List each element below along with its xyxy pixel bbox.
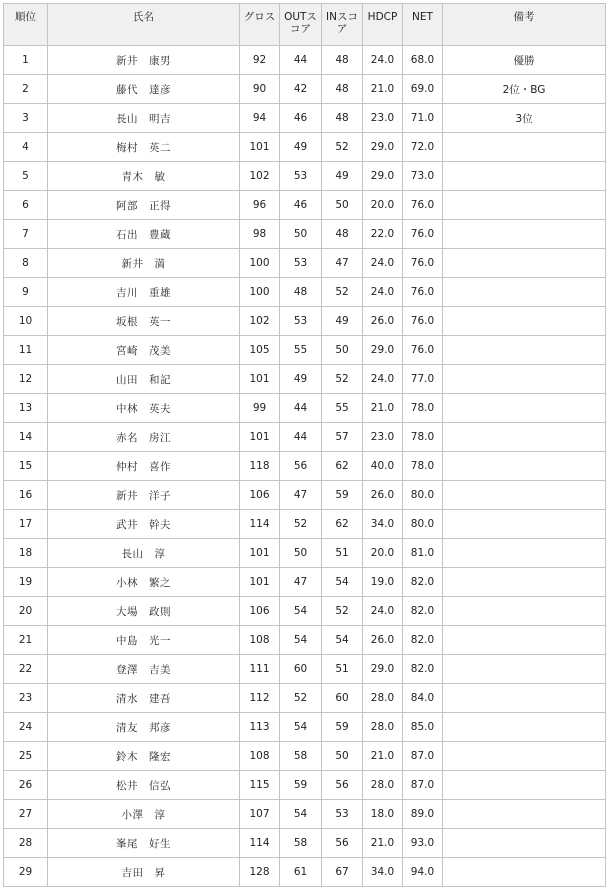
note-cell <box>443 713 606 742</box>
gross-cell: 100 <box>240 249 280 278</box>
player-name-cell: 長山 淳 <box>48 539 240 568</box>
net-cell: 78.0 <box>403 452 443 481</box>
note-cell <box>443 655 606 684</box>
in-score-cell: 48 <box>322 220 363 249</box>
net-cell: 68.0 <box>403 46 443 75</box>
out-score-cell: 53 <box>280 249 322 278</box>
out-score-cell: 42 <box>280 75 322 104</box>
hdcp-cell: 34.0 <box>363 510 403 539</box>
net-cell: 80.0 <box>403 510 443 539</box>
net-cell: 72.0 <box>403 133 443 162</box>
table-header <box>4 4 606 46</box>
note-cell <box>443 336 606 365</box>
net-cell: 85.0 <box>403 713 443 742</box>
gross-cell: 99 <box>240 394 280 423</box>
net-cell: 76.0 <box>403 307 443 336</box>
out-score-cell: 44 <box>280 46 322 75</box>
player-name-cell: 石出 豊蔵 <box>48 220 240 249</box>
in-score-cell: 50 <box>322 336 363 365</box>
note-cell <box>443 278 606 307</box>
net-header: NET <box>403 4 443 46</box>
table-row <box>4 133 606 162</box>
table-row <box>4 568 606 597</box>
note-cell <box>443 510 606 539</box>
rank-cell: 19 <box>4 568 48 597</box>
note-cell <box>443 800 606 829</box>
hdcp-cell: 24.0 <box>363 278 403 307</box>
out-score-cell: 47 <box>280 481 322 510</box>
hdcp-cell: 28.0 <box>363 771 403 800</box>
player-name-cell: 峯尾 好生 <box>48 829 240 858</box>
hdcp-cell: 20.0 <box>363 191 403 220</box>
net-cell: 82.0 <box>403 568 443 597</box>
note-cell <box>443 162 606 191</box>
note-cell <box>443 597 606 626</box>
note-cell <box>443 220 606 249</box>
rank-cell: 16 <box>4 481 48 510</box>
player-name-cell: 赤名 房江 <box>48 423 240 452</box>
player-name-cell: 吉田 昇 <box>48 858 240 887</box>
rank-cell: 17 <box>4 510 48 539</box>
gross-cell: 98 <box>240 220 280 249</box>
table-row <box>4 336 606 365</box>
rank-cell: 26 <box>4 771 48 800</box>
in-score-cell: 57 <box>322 423 363 452</box>
table-row <box>4 75 606 104</box>
table-row <box>4 394 606 423</box>
out-score-cell: 46 <box>280 104 322 133</box>
gross-cell: 106 <box>240 481 280 510</box>
net-cell: 89.0 <box>403 800 443 829</box>
net-cell: 78.0 <box>403 394 443 423</box>
gross-cell: 100 <box>240 278 280 307</box>
net-cell: 80.0 <box>403 481 443 510</box>
table-row <box>4 191 606 220</box>
player-name-cell: 清水 建吾 <box>48 684 240 713</box>
rank-cell: 11 <box>4 336 48 365</box>
hdcp-cell: 29.0 <box>363 133 403 162</box>
table-row <box>4 46 606 75</box>
in-score-cell: 55 <box>322 394 363 423</box>
rank-cell: 21 <box>4 626 48 655</box>
in-score-cell: 52 <box>322 597 363 626</box>
note-cell <box>443 742 606 771</box>
player-name-cell: 小林 繁之 <box>48 568 240 597</box>
hdcp-cell: 18.0 <box>363 800 403 829</box>
gross-header: グロス <box>240 4 280 46</box>
note-cell: 優勝 <box>443 46 606 75</box>
in-score-cell: 51 <box>322 539 363 568</box>
player-name-cell: 藤代 達彦 <box>48 75 240 104</box>
in-score-cell: 51 <box>322 655 363 684</box>
note-cell <box>443 539 606 568</box>
player-name-cell: 小澤 淳 <box>48 800 240 829</box>
player-name-cell: 鈴木 隆宏 <box>48 742 240 771</box>
table-row <box>4 104 606 133</box>
net-cell: 87.0 <box>403 742 443 771</box>
gross-cell: 96 <box>240 191 280 220</box>
table-row <box>4 220 606 249</box>
table-row <box>4 510 606 539</box>
rank-cell: 29 <box>4 858 48 887</box>
out-score-cell: 53 <box>280 162 322 191</box>
out-score-cell: 52 <box>280 510 322 539</box>
out-score-cell: 50 <box>280 539 322 568</box>
out-score-cell: 44 <box>280 394 322 423</box>
hdcp-cell: 21.0 <box>363 75 403 104</box>
gross-cell: 94 <box>240 104 280 133</box>
table-row <box>4 771 606 800</box>
hdcp-cell: 21.0 <box>363 742 403 771</box>
note-cell <box>443 307 606 336</box>
player-name-cell: 登澤 吉美 <box>48 655 240 684</box>
out-score-cell: 61 <box>280 858 322 887</box>
player-name-cell: 大場 政則 <box>48 597 240 626</box>
hdcp-cell: 24.0 <box>363 46 403 75</box>
hdcp-cell: 40.0 <box>363 452 403 481</box>
note-cell <box>443 191 606 220</box>
note-cell <box>443 394 606 423</box>
in-score-cell: 49 <box>322 162 363 191</box>
net-cell: 77.0 <box>403 365 443 394</box>
in-score-header: INスコア <box>322 4 363 46</box>
hdcp-cell: 24.0 <box>363 365 403 394</box>
in-score-cell: 49 <box>322 307 363 336</box>
note-cell <box>443 626 606 655</box>
net-cell: 82.0 <box>403 655 443 684</box>
out-score-cell: 53 <box>280 307 322 336</box>
in-score-cell: 52 <box>322 278 363 307</box>
table-row <box>4 162 606 191</box>
rank-cell: 7 <box>4 220 48 249</box>
in-score-cell: 60 <box>322 684 363 713</box>
out-score-cell: 59 <box>280 771 322 800</box>
player-name-cell: 中林 英夫 <box>48 394 240 423</box>
net-cell: 73.0 <box>403 162 443 191</box>
hdcp-cell: 24.0 <box>363 597 403 626</box>
player-name-cell: 中島 光一 <box>48 626 240 655</box>
hdcp-cell: 23.0 <box>363 104 403 133</box>
note-cell: 2位・BG <box>443 75 606 104</box>
rank-cell: 22 <box>4 655 48 684</box>
out-score-cell: 50 <box>280 220 322 249</box>
table-row <box>4 365 606 394</box>
table-row <box>4 278 606 307</box>
in-score-cell: 62 <box>322 452 363 481</box>
table-row <box>4 452 606 481</box>
table-row <box>4 423 606 452</box>
gross-cell: 118 <box>240 452 280 481</box>
table-body <box>4 46 606 887</box>
note-cell <box>443 452 606 481</box>
hdcp-header: HDCP <box>363 4 403 46</box>
in-score-cell: 59 <box>322 481 363 510</box>
in-score-cell: 67 <box>322 858 363 887</box>
gross-cell: 112 <box>240 684 280 713</box>
net-cell: 82.0 <box>403 626 443 655</box>
net-cell: 87.0 <box>403 771 443 800</box>
table-row <box>4 597 606 626</box>
in-score-cell: 50 <box>322 742 363 771</box>
in-score-cell: 50 <box>322 191 363 220</box>
player-name-cell: 清友 邦彦 <box>48 713 240 742</box>
rank-cell: 6 <box>4 191 48 220</box>
rank-cell: 28 <box>4 829 48 858</box>
hdcp-cell: 24.0 <box>363 249 403 278</box>
hdcp-cell: 28.0 <box>363 713 403 742</box>
rank-cell: 3 <box>4 104 48 133</box>
out-score-cell: 60 <box>280 655 322 684</box>
net-cell: 94.0 <box>403 858 443 887</box>
rank-cell: 4 <box>4 133 48 162</box>
net-cell: 84.0 <box>403 684 443 713</box>
gross-cell: 108 <box>240 626 280 655</box>
table-row <box>4 742 606 771</box>
table-row <box>4 858 606 887</box>
note-cell <box>443 568 606 597</box>
out-score-cell: 54 <box>280 626 322 655</box>
net-cell: 76.0 <box>403 278 443 307</box>
net-cell: 76.0 <box>403 249 443 278</box>
hdcp-cell: 26.0 <box>363 626 403 655</box>
out-score-cell: 58 <box>280 742 322 771</box>
rank-cell: 27 <box>4 800 48 829</box>
rank-cell: 25 <box>4 742 48 771</box>
table-row <box>4 626 606 655</box>
in-score-cell: 56 <box>322 829 363 858</box>
gross-cell: 101 <box>240 539 280 568</box>
hdcp-cell: 19.0 <box>363 568 403 597</box>
table-row <box>4 655 606 684</box>
out-score-header: OUTスコア <box>280 4 322 46</box>
rank-cell: 2 <box>4 75 48 104</box>
gross-cell: 105 <box>240 336 280 365</box>
name-header: 氏名 <box>48 4 240 46</box>
table-row <box>4 829 606 858</box>
hdcp-cell: 21.0 <box>363 394 403 423</box>
in-score-cell: 52 <box>322 133 363 162</box>
in-score-cell: 54 <box>322 568 363 597</box>
player-name-cell: 新井 洋子 <box>48 481 240 510</box>
note-cell <box>443 481 606 510</box>
gross-cell: 128 <box>240 858 280 887</box>
note-header: 備考 <box>443 4 606 46</box>
out-score-cell: 52 <box>280 684 322 713</box>
player-name-cell: 新井 満 <box>48 249 240 278</box>
out-score-cell: 54 <box>280 597 322 626</box>
rank-cell: 15 <box>4 452 48 481</box>
net-cell: 69.0 <box>403 75 443 104</box>
gross-cell: 101 <box>240 133 280 162</box>
gross-cell: 92 <box>240 46 280 75</box>
gross-cell: 114 <box>240 829 280 858</box>
player-name-cell: 青木 敏 <box>48 162 240 191</box>
rank-cell: 20 <box>4 597 48 626</box>
out-score-cell: 54 <box>280 713 322 742</box>
note-cell <box>443 133 606 162</box>
gross-cell: 101 <box>240 365 280 394</box>
note-cell <box>443 423 606 452</box>
net-cell: 71.0 <box>403 104 443 133</box>
table-row <box>4 539 606 568</box>
player-name-cell: 松井 信弘 <box>48 771 240 800</box>
rank-cell: 24 <box>4 713 48 742</box>
player-name-cell: 新井 康男 <box>48 46 240 75</box>
table-row <box>4 307 606 336</box>
net-cell: 76.0 <box>403 220 443 249</box>
out-score-cell: 44 <box>280 423 322 452</box>
table-row <box>4 713 606 742</box>
gross-cell: 107 <box>240 800 280 829</box>
in-score-cell: 52 <box>322 365 363 394</box>
rank-cell: 23 <box>4 684 48 713</box>
in-score-cell: 48 <box>322 46 363 75</box>
in-score-cell: 48 <box>322 104 363 133</box>
out-score-cell: 55 <box>280 336 322 365</box>
rank-cell: 8 <box>4 249 48 278</box>
rank-cell: 1 <box>4 46 48 75</box>
gross-cell: 102 <box>240 162 280 191</box>
player-name-cell: 武井 幹夫 <box>48 510 240 539</box>
rank-cell: 14 <box>4 423 48 452</box>
player-name-cell: 吉川 重雄 <box>48 278 240 307</box>
gross-cell: 111 <box>240 655 280 684</box>
note-cell <box>443 365 606 394</box>
rank-cell: 13 <box>4 394 48 423</box>
player-name-cell: 長山 明吉 <box>48 104 240 133</box>
out-score-cell: 48 <box>280 278 322 307</box>
hdcp-cell: 28.0 <box>363 684 403 713</box>
hdcp-cell: 22.0 <box>363 220 403 249</box>
rank-cell: 9 <box>4 278 48 307</box>
gross-cell: 113 <box>240 713 280 742</box>
note-cell <box>443 858 606 887</box>
in-score-cell: 56 <box>322 771 363 800</box>
hdcp-cell: 29.0 <box>363 336 403 365</box>
rank-cell: 5 <box>4 162 48 191</box>
player-name-cell: 阿部 正得 <box>48 191 240 220</box>
table-row <box>4 249 606 278</box>
rank-cell: 12 <box>4 365 48 394</box>
hdcp-cell: 29.0 <box>363 655 403 684</box>
out-score-cell: 47 <box>280 568 322 597</box>
net-cell: 76.0 <box>403 191 443 220</box>
player-name-cell: 宮崎 茂美 <box>48 336 240 365</box>
gross-cell: 101 <box>240 568 280 597</box>
out-score-cell: 54 <box>280 800 322 829</box>
rank-cell: 10 <box>4 307 48 336</box>
gross-cell: 106 <box>240 597 280 626</box>
in-score-cell: 54 <box>322 626 363 655</box>
net-cell: 82.0 <box>403 597 443 626</box>
gross-cell: 101 <box>240 423 280 452</box>
out-score-cell: 49 <box>280 133 322 162</box>
gross-cell: 90 <box>240 75 280 104</box>
note-cell <box>443 684 606 713</box>
out-score-cell: 49 <box>280 365 322 394</box>
hdcp-cell: 23.0 <box>363 423 403 452</box>
net-cell: 81.0 <box>403 539 443 568</box>
gross-cell: 115 <box>240 771 280 800</box>
note-cell <box>443 249 606 278</box>
in-score-cell: 48 <box>322 75 363 104</box>
out-score-cell: 58 <box>280 829 322 858</box>
hdcp-cell: 26.0 <box>363 307 403 336</box>
note-cell <box>443 771 606 800</box>
in-score-cell: 59 <box>322 713 363 742</box>
rank-header: 順位 <box>4 4 48 46</box>
player-name-cell: 山田 和記 <box>48 365 240 394</box>
player-name-cell: 梅村 英二 <box>48 133 240 162</box>
hdcp-cell: 34.0 <box>363 858 403 887</box>
in-score-cell: 47 <box>322 249 363 278</box>
hdcp-cell: 29.0 <box>363 162 403 191</box>
net-cell: 93.0 <box>403 829 443 858</box>
out-score-cell: 56 <box>280 452 322 481</box>
table-row <box>4 800 606 829</box>
table-row <box>4 481 606 510</box>
gross-cell: 102 <box>240 307 280 336</box>
results-table <box>3 3 606 887</box>
hdcp-cell: 20.0 <box>363 539 403 568</box>
hdcp-cell: 26.0 <box>363 481 403 510</box>
gross-cell: 114 <box>240 510 280 539</box>
in-score-cell: 62 <box>322 510 363 539</box>
note-cell <box>443 829 606 858</box>
player-name-cell: 仲村 喜作 <box>48 452 240 481</box>
gross-cell: 108 <box>240 742 280 771</box>
in-score-cell: 53 <box>322 800 363 829</box>
table-row <box>4 684 606 713</box>
net-cell: 76.0 <box>403 336 443 365</box>
header-row <box>4 4 606 46</box>
rank-cell: 18 <box>4 539 48 568</box>
note-cell: 3位 <box>443 104 606 133</box>
hdcp-cell: 21.0 <box>363 829 403 858</box>
player-name-cell: 坂根 英一 <box>48 307 240 336</box>
net-cell: 78.0 <box>403 423 443 452</box>
out-score-cell: 46 <box>280 191 322 220</box>
